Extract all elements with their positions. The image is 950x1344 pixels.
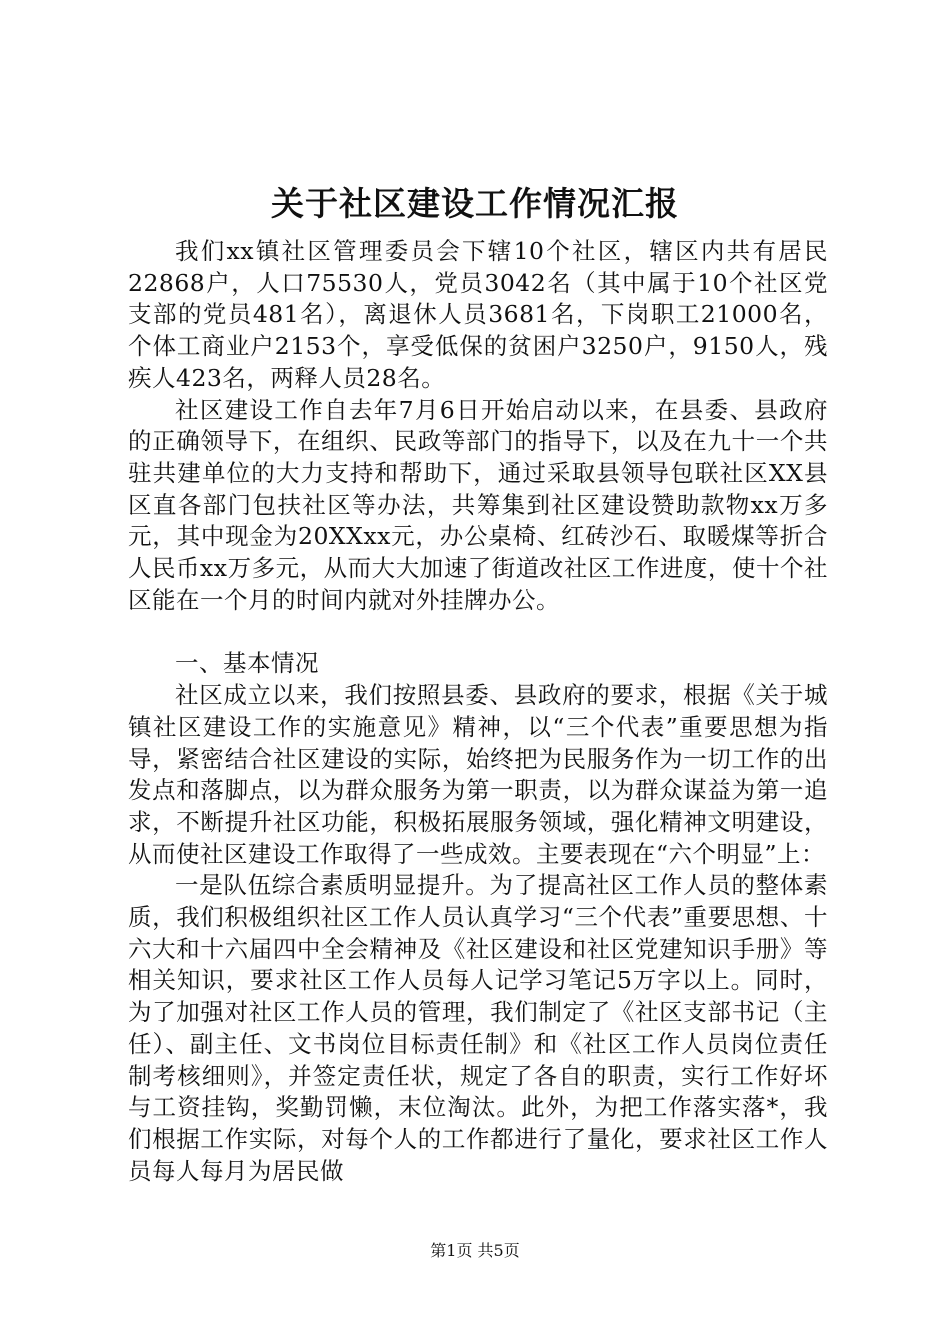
- paragraph-team-quality: 一是队伍综合素质明显提升。为了提高社区工作人员的整体素质，我们积极组织社区工作人员认真学习“三个代表”重要思想、十六大和十六届四中全会精神及《社区建设和社区党建知识手册》等相关知识，要求社区工作人员每人记学习笔记5万字以上。同时，为了加强对社区工作人员的管理，我们制定了《社区支部书记（主任）、副主任、文书岗位目标责任制》和《社区工作人员岗位责任制考核细则》，并签定责任状，规定了各自的职责，实行工作好坏与工资挂钩，奖勤罚懒，末位淘汰。此外，为把工作落实落*，我们根据工作实际，对每个人的工作都进行了量化，要求社区工作人员每人每月为居民做: [128, 871, 828, 1185]
- document-body: [128, 236, 828, 1187]
- section-heading-basic-situation: 一、基本情况: [175, 649, 319, 678]
- paragraph-gap: [128, 616, 828, 648]
- paragraph-intro: 我们xx镇社区管理委员会下辖10个社区，辖区内共有居民22868户，人口75530人，党员3042名（其中属于10个社区党支部的党员481名），离退休人员3681名，下岗职工21000名，个体工商业户2153个，享受低保的贫困户3250户，9150人，残疾人423名，两释人员28名。: [128, 237, 828, 392]
- document-title: 关于社区建设工作情况汇报: [271, 184, 679, 223]
- page-number-footer: 第1页 共5页: [430, 1241, 520, 1260]
- paragraph-startup: 社区建设工作自去年7月6日开始启动以来，在县委、县政府的正确领导下，在组织、民政等部门的指导下，以及在九十一个共驻共建单位的大力支持和帮助下，通过采取县领导包联社区XX县区直各部门包扶社区等办法，共筹集到社区建设赞助款物xx万多元，其中现金为20XXxx元，办公桌椅、红砖沙石、取暖煤等折合人民币xx万多元，从而大大加速了街道改社区工作进度，使十个社区能在一个月的时间内就对外挂牌办公。: [128, 395, 828, 614]
- paragraph-basic-situation: 社区成立以来，我们按照县委、县政府的要求，根据《关于城镇社区建设工作的实施意见》精神，以“三个代表”重要思想为指导，紧密结合社区建设的实际，始终把为民服务作为一切工作的出发点和落脚点，以为群众服务为第一职责，以为群众谋益为第一追求，不断提升社区功能，积极拓展服务领域，强化精神文明建设，从而使社区建设工作取得了一些成效。主要表现在“六个明显”上：: [128, 681, 828, 868]
